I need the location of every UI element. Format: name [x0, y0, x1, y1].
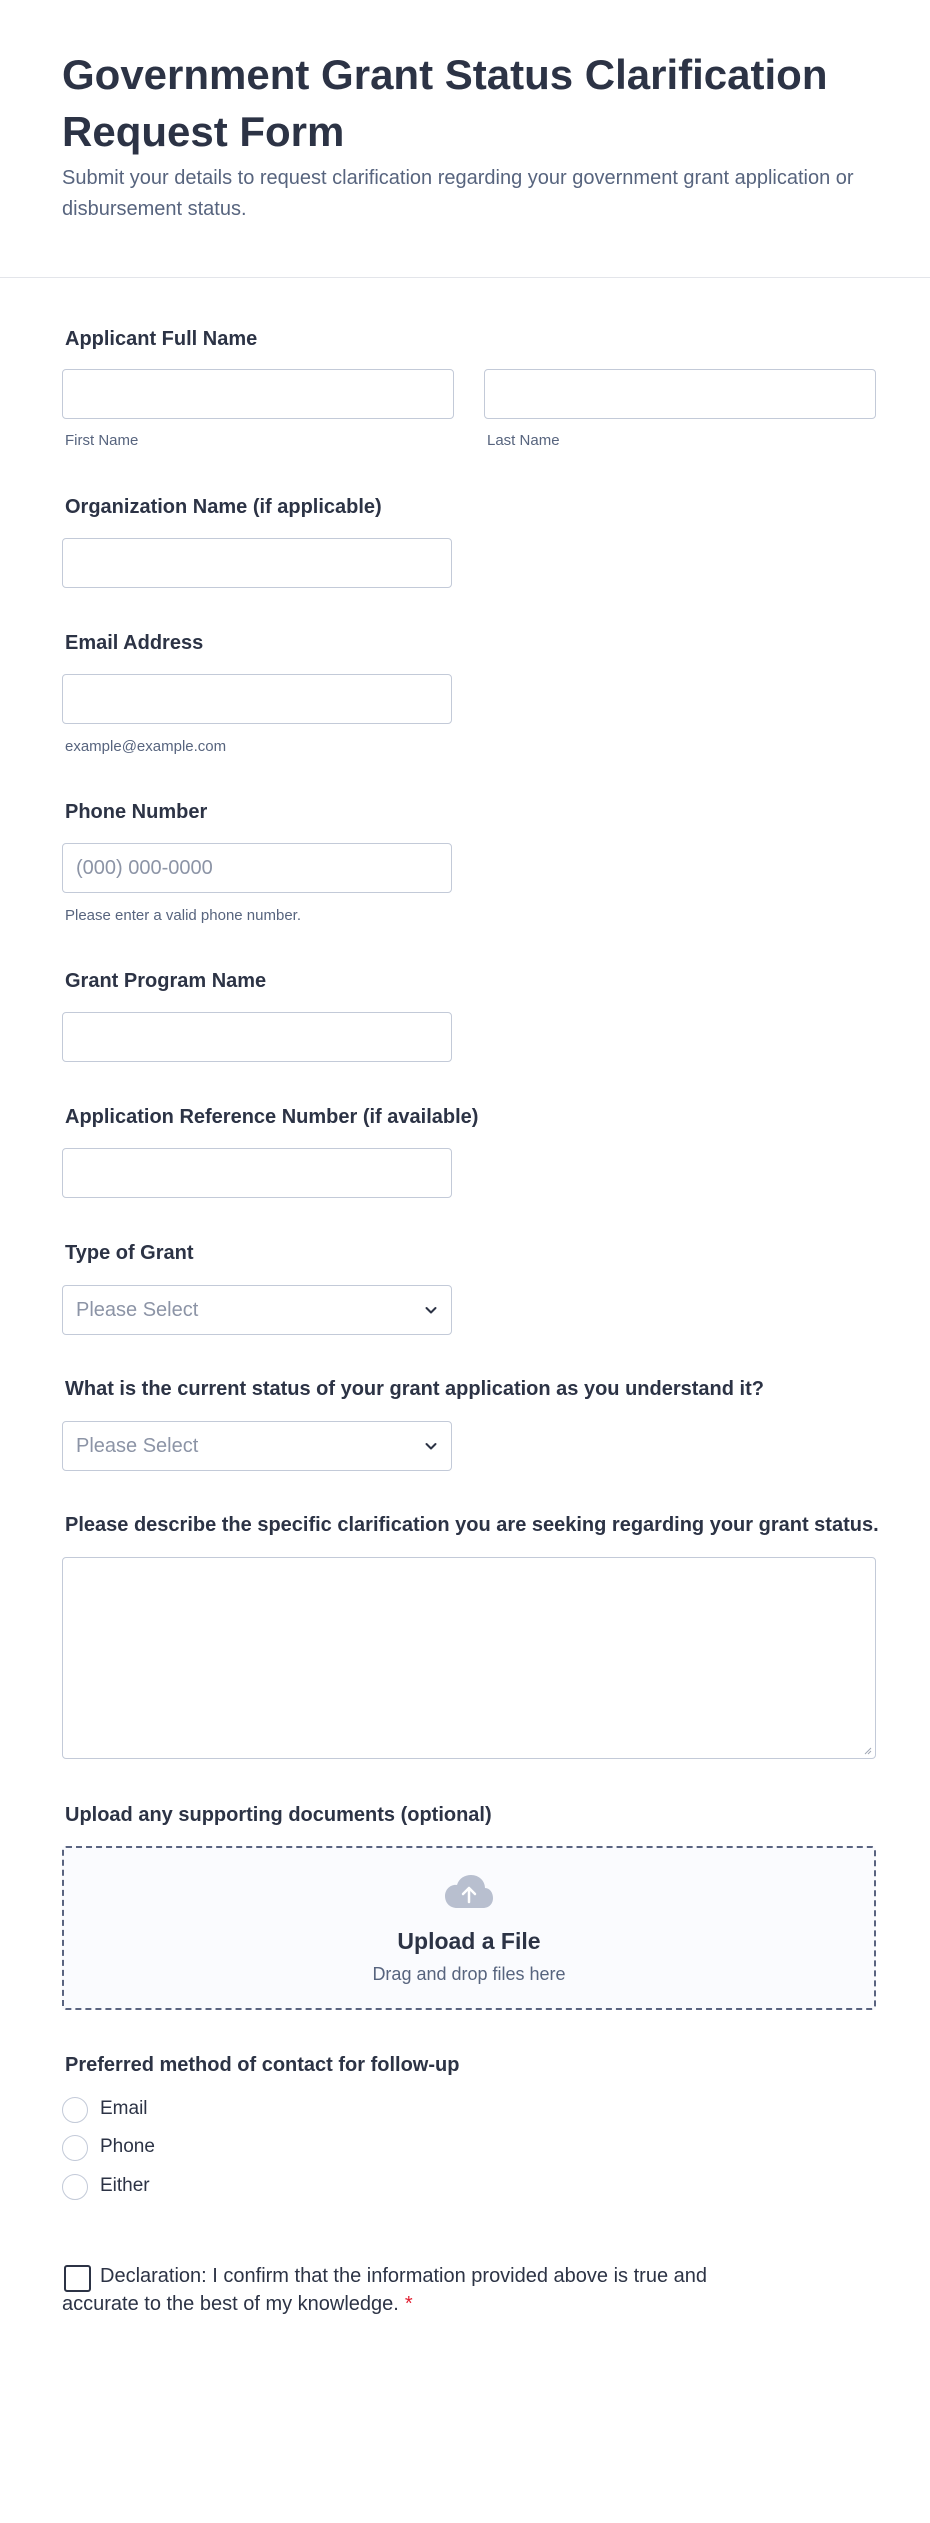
page-title: Government Grant Status Clarification Request Form: [62, 51, 828, 155]
required-asterisk: *: [404, 2293, 413, 2315]
grant-type-select[interactable]: [62, 1285, 452, 1335]
clarification-label: Please describe the specific clarification you are seeking regarding your grant status.: [65, 1514, 879, 1536]
chevron-down-icon: [423, 1438, 439, 1454]
radio-button[interactable]: [62, 2174, 88, 2200]
declaration-text-block: [62, 2262, 782, 2318]
organization-label: Organization Name (if applicable): [65, 496, 382, 518]
upload-title: Upload a File: [397, 1928, 541, 1954]
first-name-input[interactable]: [62, 369, 454, 419]
current-status-select[interactable]: [62, 1421, 452, 1471]
first-name-sublabel: First Name: [65, 432, 139, 449]
reference-number-input[interactable]: [62, 1148, 452, 1198]
organization-input[interactable]: [62, 538, 452, 588]
contact-method-label: Preferred method of contact for follow-up: [65, 2054, 460, 2076]
clarification-textarea[interactable]: [62, 1557, 876, 1759]
phone-label: Phone Number: [65, 801, 208, 823]
upload-subtitle: Drag and drop files here: [372, 1964, 566, 1984]
radio-label: Phone: [100, 2136, 155, 2157]
email-field[interactable]: [62, 674, 452, 724]
full-name-label: Applicant Full Name: [65, 328, 258, 350]
phone-sublabel: Please enter a valid phone number.: [65, 907, 301, 924]
radio-button[interactable]: [62, 2097, 88, 2123]
file-upload-dropzone[interactable]: [62, 1846, 876, 2010]
grant-type-selected: Please Select: [76, 1299, 199, 1321]
chevron-down-icon: [423, 1302, 439, 1318]
grant-program-input[interactable]: [62, 1012, 452, 1062]
upload-label: Upload any supporting documents (optional): [65, 1804, 492, 1826]
resize-handle-icon[interactable]: [862, 1745, 872, 1755]
page-subtitle: Submit your details to request clarification regarding your government grant application or disbursement status.: [62, 167, 854, 220]
last-name-sublabel: Last Name: [487, 432, 560, 449]
radio-label: Email: [100, 2098, 148, 2119]
declaration-text: Declaration: I confirm that the information provided above is true and accurate to the best of my knowledge.: [62, 2265, 707, 2315]
radio-label: Either: [100, 2175, 150, 2196]
email-sublabel: example@example.com: [65, 738, 227, 755]
phone-input[interactable]: (000) 000-0000: [62, 843, 452, 893]
radio-button[interactable]: [62, 2135, 88, 2161]
last-name-input[interactable]: [484, 369, 876, 419]
form-header: [0, 0, 930, 278]
grant-program-label: Grant Program Name: [65, 970, 267, 992]
grant-type-label: Type of Grant: [65, 1242, 194, 1264]
cloud-upload-icon: [444, 1874, 494, 1910]
email-label: Email Address: [65, 632, 204, 654]
current-status-selected: Please Select: [76, 1435, 199, 1457]
reference-number-label: Application Reference Number (if available): [65, 1106, 479, 1128]
current-status-label: What is the current status of your grant application as you understand it?: [65, 1378, 764, 1400]
